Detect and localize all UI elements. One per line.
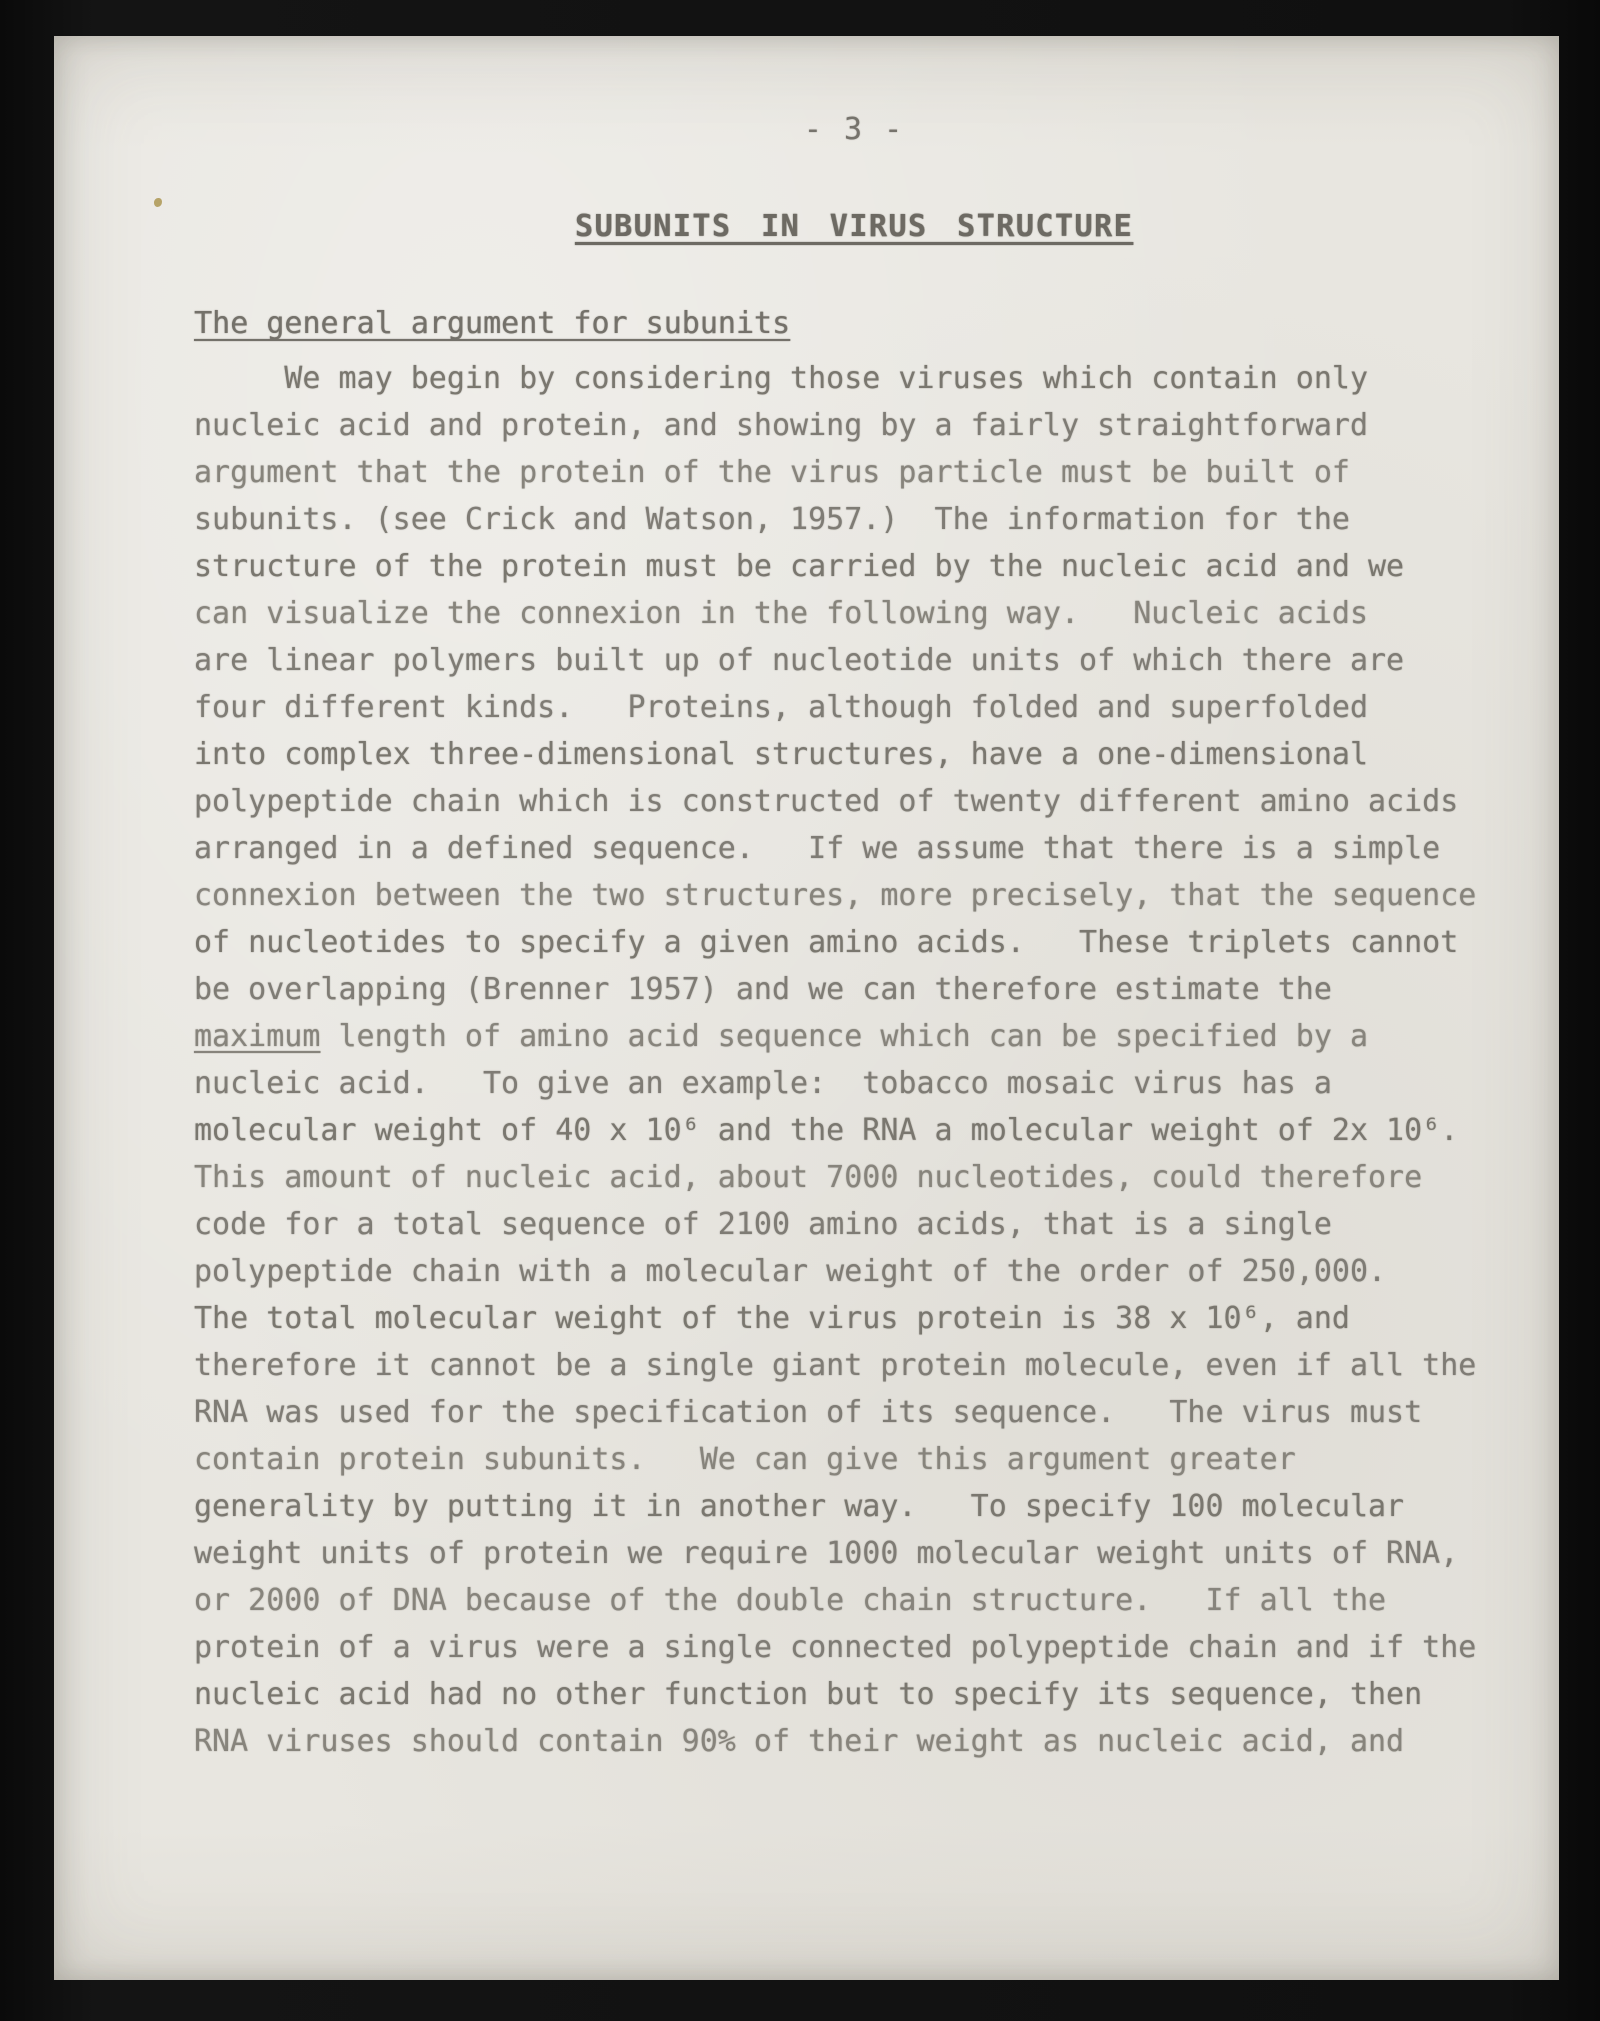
paragraph-line: code for a total sequence of 2100 amino acids, that is a single xyxy=(194,1207,1332,1242)
paragraph-line: contain protein subunits. We can give this argument greater xyxy=(194,1442,1296,1477)
paragraph-line: The total molecular weight of the virus protein is 38 x 10⁶, and xyxy=(194,1301,1350,1336)
paragraph-line: generality by putting it in another way. To specify 100 molecular xyxy=(194,1489,1405,1524)
section-heading xyxy=(194,306,1514,341)
paragraph-line: RNA viruses should contain 90% of their weight as nucleic acid, and xyxy=(194,1724,1405,1759)
paragraph-line: nucleic acid. To give an example: tobacco mosaic virus has a xyxy=(194,1066,1332,1101)
page-content xyxy=(194,36,1514,1765)
paragraph-line: arranged in a defined sequence. If we assume that there is a simple xyxy=(194,831,1441,866)
paper-speck xyxy=(154,198,162,207)
paragraph-line: be overlapping (Brenner 1957) and we can therefore estimate the xyxy=(194,972,1332,1007)
paragraph-line: We may begin by considering those viruses which contain only xyxy=(194,361,1368,396)
paragraph xyxy=(194,355,1514,1765)
paragraph-line: or 2000 of DNA because of the double chain structure. If all the xyxy=(194,1583,1387,1618)
paragraph-line: subunits. (see Crick and Watson, 1957.) The information for the xyxy=(194,502,1350,537)
paragraph-line: structure of the protein must be carried by the nucleic acid and we xyxy=(194,549,1405,584)
paragraph-line: nucleic acid had no other function but to specify its sequence, then xyxy=(194,1677,1423,1712)
title-row xyxy=(194,209,1514,244)
paragraph-line: connexion between the two structures, more precisely, that the sequence xyxy=(194,878,1477,913)
paragraph-line: nucleic acid and protein, and showing by a fairly straightforward xyxy=(194,408,1368,443)
paragraph-line: four different kinds. Proteins, although folded and superfolded xyxy=(194,690,1368,725)
page-number: - 3 - xyxy=(803,112,905,147)
paragraph-line: weight units of protein we require 1000 molecular weight units of RNA, xyxy=(194,1536,1459,1571)
paragraph-line: argument that the protein of the virus particle must be built of xyxy=(194,455,1350,490)
paragraph-line: of nucleotides to specify a given amino acids. These triplets cannot xyxy=(194,925,1459,960)
paragraph-line: polypeptide chain with a molecular weight of the order of 250,000. xyxy=(194,1254,1387,1289)
paragraph-line: RNA was used for the specification of its sequence. The virus must xyxy=(194,1395,1423,1430)
section-heading-text: The general argument for subunits xyxy=(194,306,791,341)
paragraph-line: therefore it cannot be a single giant protein molecule, even if all the xyxy=(194,1348,1477,1383)
paragraph-line: can visualize the connexion in the following way. Nucleic acids xyxy=(194,596,1368,631)
paragraph-line: molecular weight of 40 x 10⁶ and the RNA a molecular weight of 2x 10⁶. xyxy=(194,1113,1459,1148)
paragraph-line: into complex three-dimensional structures, have a one-dimensional xyxy=(194,737,1368,772)
paragraph-line: protein of a virus were a single connected polypeptide chain and if the xyxy=(194,1630,1477,1665)
page-title: SUBUNITS IN VIRUS STRUCTURE xyxy=(574,209,1134,244)
paragraph-line: polypeptide chain which is constructed of twenty different amino acids xyxy=(194,784,1459,819)
paragraph-line: are linear polymers built up of nucleotide units of which there are xyxy=(194,643,1405,678)
paragraph-line: This amount of nucleic acid, about 7000 nucleotides, could therefore xyxy=(194,1160,1423,1195)
paper xyxy=(54,36,1559,1980)
paragraph-line: maximum length of amino acid sequence which can be specified by a xyxy=(194,1019,1369,1054)
